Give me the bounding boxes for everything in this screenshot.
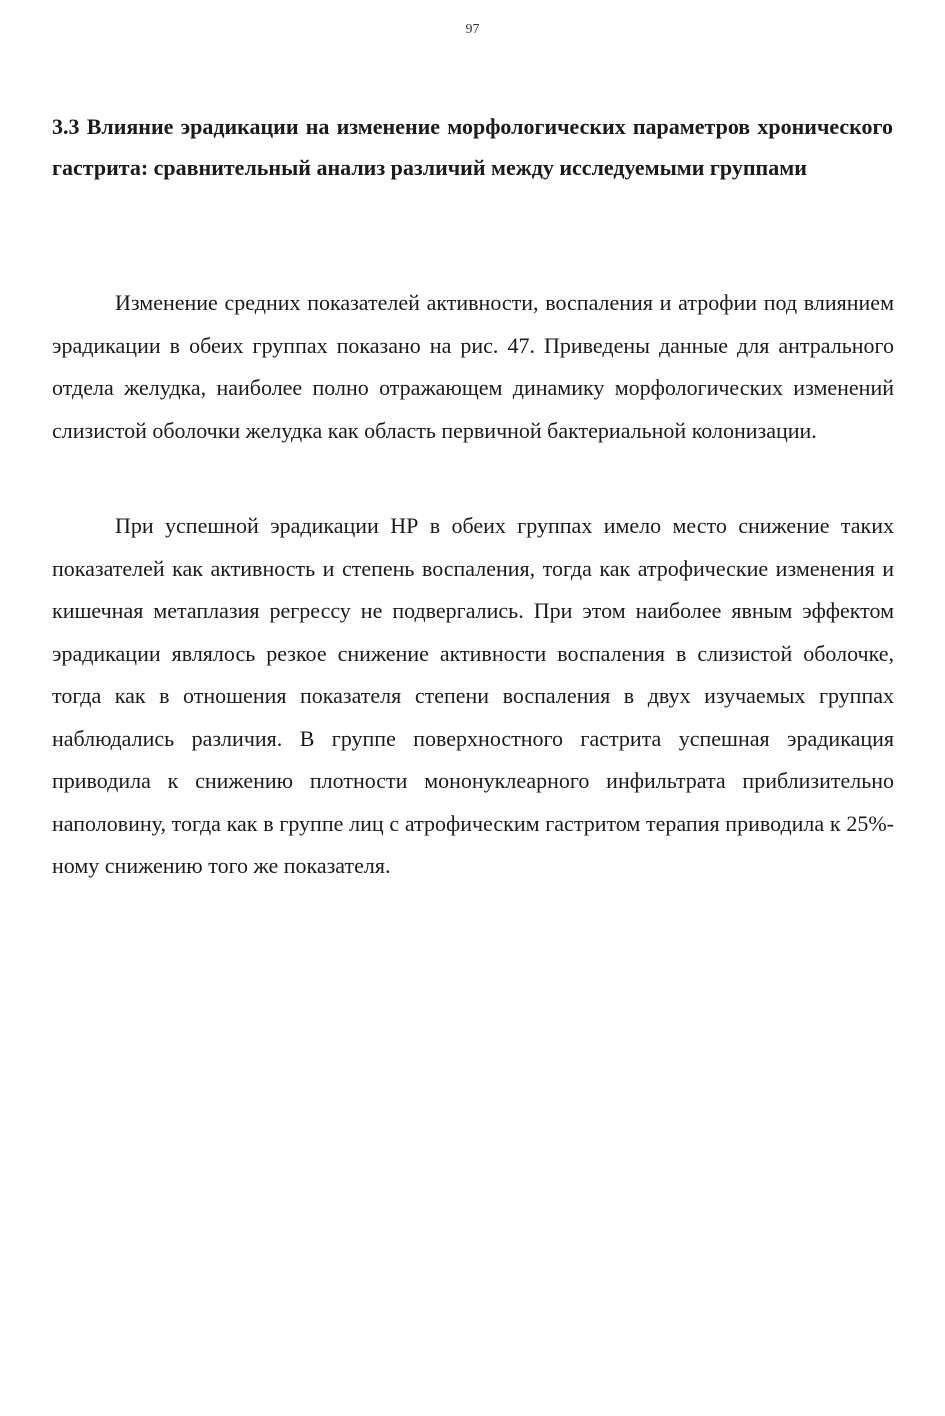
paragraph-1: Изменение средних показателей активности, воспаления и атрофии под влиянием эрадикации в обеих группах показано на рис. 47. Приведены данные для антрального отдела желудка, наиболее полно отражающем динамику морфологических изменений слизистой оболочки желудка как область первичной бактериальной колонизации.: [52, 290, 894, 443]
paragraph-2: При успешной эрадикации НР в обеих группах имело место снижение таких показателей как активность и степень воспаления, тогда как атрофические изменения и кишечная метаплазия регрессу не подвергались. При этом наиболее явным эффектом эрадикации являлось резкое снижение активности воспаления в слизистой оболочке, тогда как в отношения показателя степени воспаления в двух изучаемых группах наблюдались различия. В группе поверхностного гастрита успешная эрадикация приводила к снижению плотности мононуклеарного инфильтрата приблизительно наполовину, тогда как в группе лиц с атрофическим гастритом терапия приводила к 25%-ному снижению того же показателя.: [52, 513, 894, 878]
section-heading: 3.3 Влияние эрадикации на изменение морфологических параметров хронического гастрита: сравнительный анализ различий между исследуемыми группами: [52, 114, 893, 180]
page-number: 97: [465, 22, 480, 37]
